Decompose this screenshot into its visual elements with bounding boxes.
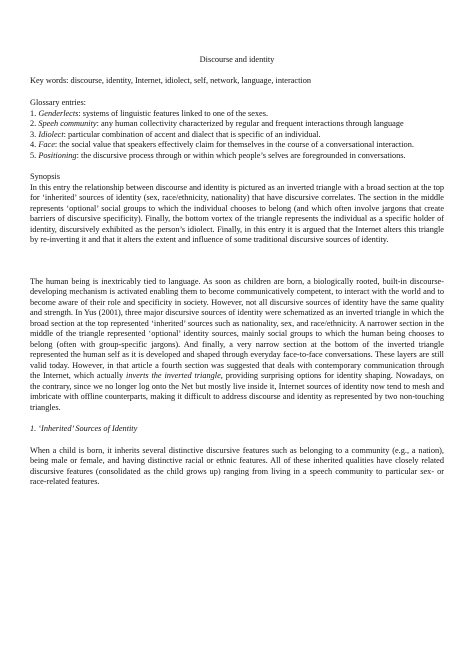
glossary-term: Face bbox=[38, 140, 55, 149]
section-paragraph: When a child is born, it inherits several distinctive discursive features such as belonging to a community (e.g., a nation), being male or female, and having distinctive racial or ethnic features. All of these inherited qualities have closely related discursive features (consolidated as the child grows up) ranging from living in a speech community to particular sex- or race-related features. bbox=[30, 445, 444, 486]
glossary-list bbox=[30, 109, 444, 162]
glossary-entry-5: 5. Positioning: the discursive process through or within which people’s selves are foregrounded in conversations. bbox=[30, 150, 406, 160]
section-heading: 1. ‘Inherited’ Sources of Identity bbox=[30, 424, 138, 433]
synopsis-heading: Synopsis bbox=[30, 172, 60, 181]
document-body bbox=[30, 55, 444, 488]
glossary-entry-4: 4. Face: the social value that speakers effectively claim for themselves in the course of a conversational interaction. bbox=[30, 140, 414, 149]
body-paragraph: The human being is inextricably tied to language. As soon as children are born, a biologically rooted, built-in discourse-developing mechanism is activated enabling them to become communicatively competent, to interact with the world and to become aware of their role and specificity in society. However, not all discursive sources of identity have the same quality and strength. In Yus (2001), three major discursive sources of identity were schematized as an inverted triangle in which the broad section at the top represented ‘inherited’ sources such as nationality, sex, and race/ethnicity. A narrower section in the middle of the triangle represented ‘optional’ identity sources, mainly social groups to which the human being chooses to belong (often with group-specific jargons). And finally, a very narrow section at the bottom of the inverted triangle represented the human self as it is developed and shaped through everyday face-to-face conversations. These layers are still valid today. However, in that article a fourth section was suggested that deals with contemporary communication through the Internet, which actually inverts the inverted triangle, providing surprising options for identity shaping. Nowadays, on the contrary, since we no longer log onto the Net but mostly live inside it, Internet sources of identity now tend to mesh and imbricate with offline counterparts, making it difficult to address discourse and identity as represented by two non-touching triangles. bbox=[30, 276, 444, 412]
glossary-entry-1: 1. Genderlects: systems of linguistic features linked to one of the sexes. bbox=[30, 108, 269, 118]
document-title: Discourse and identity bbox=[199, 55, 275, 64]
glossary-entry-3: 3. Idiolect: particular combination of accent and dialect that is specific of an individual. bbox=[30, 129, 321, 139]
glossary-heading: Glossary entries: bbox=[30, 98, 86, 107]
glossary-entry-2: 2. Speeh community: any human collectivity characterized by regular and frequent interactions through language bbox=[30, 119, 404, 128]
synopsis-paragraph: In this entry the relationship between discourse and identity is pictured as an inverted triangle with a broad section at the top for ‘inherited’ sources of identity (sex, race/ethnicity, nationality) that have discursive correlates. The section in the middle represents ‘optional’ social groups to which the individual chooses to belong (and which often involve jargons that create barriers of discursive specificity). Finally, the bottom vortex of the triangle represents the individual as a specific holder of identity, discursively exhibited as the person’s idiolect. Finally, in this entry it is argued that the Internet alters this triangle by re-inverting it and that it alters the extent and influence of some traditional discursive sources of identity. bbox=[30, 182, 444, 244]
glossary-term: Idiolect bbox=[38, 129, 64, 139]
keywords-line: Key words: discourse, identity, Internet, idiolect, self, network, language, interaction bbox=[30, 75, 312, 85]
glossary-term: Speeh community bbox=[38, 119, 97, 128]
glossary-term: Genderlects bbox=[38, 108, 79, 118]
italic-phrase: inverts the inverted triangle bbox=[126, 371, 221, 380]
glossary-term: Positioning bbox=[38, 150, 77, 160]
